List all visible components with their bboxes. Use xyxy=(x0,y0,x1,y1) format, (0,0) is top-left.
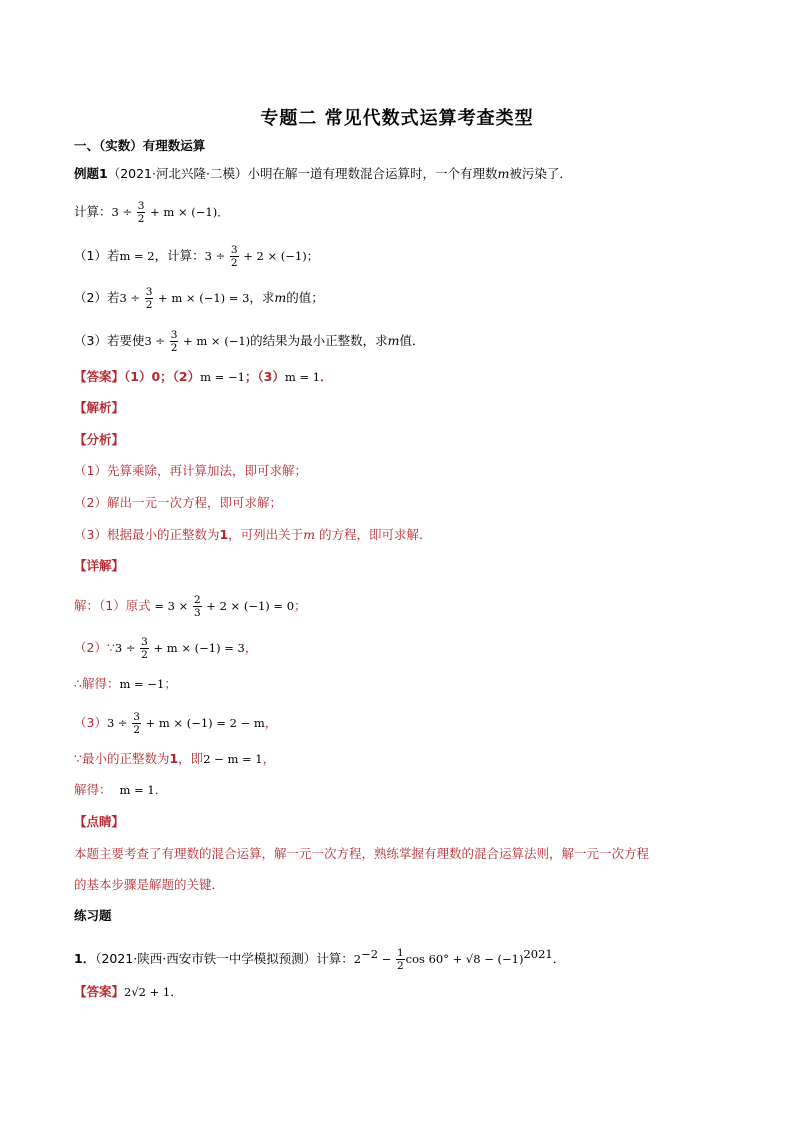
practice-expr-a-sup: −2 xyxy=(361,947,379,961)
calc-line xyxy=(74,200,229,225)
frac-num: 3 xyxy=(133,711,140,723)
frac-den: 2 xyxy=(170,342,178,354)
example-source: （2021·河北兴隆·二模） xyxy=(107,166,248,181)
frac-num: 3 xyxy=(145,286,153,298)
q2-expr-a: 3 ÷ xyxy=(119,291,144,305)
fenxi-l3-a: （3）根据最小的正整数为 xyxy=(74,527,220,542)
stem-end: 被污染了． xyxy=(509,166,572,181)
detail-l2-a: （2）∵ xyxy=(74,640,115,655)
comment-line-2: 的基本步骤是解题的关键． xyxy=(74,877,225,892)
frac-den: 3 xyxy=(193,607,201,619)
calc-fraction xyxy=(137,200,146,225)
q3-fraction xyxy=(170,329,179,354)
practice-expr-b: − xyxy=(378,952,395,967)
detail-l5-expr: 2 − m = 1 xyxy=(203,752,263,766)
practice-source: （2021·陕西·西安市铁一中学模拟预测） xyxy=(95,951,317,967)
answer-tag: 【答案】 xyxy=(74,369,125,384)
q1-expr-a: 3 ÷ xyxy=(204,249,229,263)
detail-l3-a: ∴解得： xyxy=(74,676,120,691)
q1-fraction xyxy=(230,244,239,269)
detail-l4-expr-a: 3 ÷ xyxy=(106,716,132,730)
detail-l1-expr-b: + 2 × (−1) = 0 xyxy=(202,599,295,613)
practice-prefix: 计算： xyxy=(316,951,354,967)
fenxi-l3-c: 的方程，即可求解． xyxy=(315,527,432,542)
detail-l5-a: ∵最小的正整数为 xyxy=(74,751,170,766)
q3-text-b: 的结果为最小正整数，求 xyxy=(250,333,388,348)
practice-end: ． xyxy=(552,951,566,967)
detail-line-5 xyxy=(74,749,275,769)
q2-var: m xyxy=(274,290,287,305)
q3-var: m xyxy=(387,333,400,348)
question-2 xyxy=(74,286,324,311)
practice-expr-a: 2 xyxy=(353,952,362,967)
detail-l1-fraction xyxy=(193,594,202,619)
answer-end: ． xyxy=(320,369,333,384)
detail-l5-end: ， xyxy=(262,751,276,766)
example-label: 例题1 xyxy=(74,166,108,181)
calc-expr-a: 3 ÷ xyxy=(111,205,136,219)
detail-tag: 【详解】 xyxy=(74,558,125,573)
practice-answer-tag: 【答案】 xyxy=(74,984,125,999)
practice-answer-end: ． xyxy=(170,984,183,999)
practice-fraction xyxy=(396,947,405,972)
q3-text: （3）若要使 xyxy=(74,333,145,348)
q3-expr-a: 3 ÷ xyxy=(144,334,169,348)
frac-den: 2 xyxy=(230,257,238,269)
answer-line xyxy=(74,367,333,387)
detail-l4-end: ， xyxy=(264,715,278,730)
q2-fraction xyxy=(145,286,154,311)
analysis-tag: 【解析】 xyxy=(74,400,125,415)
question-3 xyxy=(74,329,425,354)
calc-expr-b: + m × (−1)． xyxy=(146,205,229,219)
detail-l2-expr-b: + m × (−1) = 3 xyxy=(149,641,245,655)
frac-num: 3 xyxy=(137,200,145,212)
frac-den: 2 xyxy=(145,299,153,311)
fenxi-line-1: （1）先算乘除，再计算加法，即可求解； xyxy=(74,463,307,478)
q1-expr-b: + 2 × (−1)； xyxy=(239,249,319,263)
fenxi-l3-one: 1 xyxy=(219,527,229,542)
detail-l5-one: 1 xyxy=(169,751,179,766)
q3-expr-b: + m × (−1) xyxy=(179,334,251,348)
comment-tag: 【点睛】 xyxy=(74,814,125,829)
fenxi-tag: 【分析】 xyxy=(74,432,125,447)
detail-l1-end: ； xyxy=(294,598,307,613)
comment-line-1: 本题主要考查了有理数的混合运算，解一元一次方程，熟练掌握有理数的混合运算法则，解一元一次方程 xyxy=(74,846,650,861)
detail-line-4 xyxy=(74,711,277,736)
detail-l4-a: （3） xyxy=(74,715,107,730)
q2-text-c: 的值； xyxy=(286,290,324,305)
detail-l5-b: ，即 xyxy=(178,751,204,766)
detail-l6-end: ． xyxy=(154,782,168,797)
fenxi-l3-b: ，可列出关于 xyxy=(228,527,304,542)
detail-l3-expr: m = −1 xyxy=(119,677,165,691)
calc-prefix: 计算： xyxy=(74,204,112,219)
frac-num: 3 xyxy=(170,329,178,341)
detail-l2-fraction xyxy=(140,636,149,661)
practice-answer-expr: 2√2 + 1 xyxy=(124,985,171,999)
detail-line-3 xyxy=(74,674,177,694)
example-stem xyxy=(74,164,572,184)
section-heading: 一、（实数）有理数运算 xyxy=(74,138,206,153)
question-1 xyxy=(74,244,318,269)
practice-expr-c-sup: 2021 xyxy=(523,947,553,961)
frac-den: 2 xyxy=(141,649,148,661)
answer-val2: m = −1 xyxy=(200,370,245,384)
q2-text: （2）若 xyxy=(74,290,120,305)
practice-expr-c: cos 60° + √8 − (−1) xyxy=(405,952,524,967)
detail-l1-expr-a: = 3 × xyxy=(150,599,192,613)
detail-l6-expr: m = 1 xyxy=(119,783,155,797)
fenxi-l3-var: m xyxy=(303,527,316,542)
detail-l2-expr-a: 3 ÷ xyxy=(114,641,140,655)
frac-num: 2 xyxy=(193,594,201,606)
fenxi-line-3 xyxy=(74,525,432,545)
detail-l2-end: ， xyxy=(244,640,258,655)
detail-line-2 xyxy=(74,636,257,661)
q1-cond: m = 2 xyxy=(119,249,155,263)
practice-answer xyxy=(74,982,183,1002)
frac-num: 1 xyxy=(396,947,404,960)
q1-text: （1）若 xyxy=(74,248,120,263)
detail-l3-end: ； xyxy=(164,676,177,691)
answer-part3: ；（3） xyxy=(244,369,285,384)
detail-l1-a: 解：（1）原式 xyxy=(74,598,151,613)
q2-expr-b: + m × (−1) = 3 xyxy=(154,291,250,305)
frac-den: 2 xyxy=(137,213,145,225)
frac-num: 3 xyxy=(230,244,238,256)
practice-heading: 练习题 xyxy=(74,908,112,923)
frac-den: 2 xyxy=(396,960,404,973)
q1-text-b: ，计算： xyxy=(154,248,205,263)
detail-l4-expr-b: + m × (−1) = 2 − m xyxy=(141,716,265,730)
detail-l4-fraction xyxy=(132,711,141,736)
stem-text: 小明在解一道有理数混合运算时，一个有理数 xyxy=(247,166,498,181)
fenxi-line-2: （2）解出一元一次方程，即可求解； xyxy=(74,495,282,510)
detail-line-6 xyxy=(74,780,167,800)
q3-text-c: 值． xyxy=(399,333,425,348)
answer-val3: m = 1 xyxy=(284,370,321,384)
practice-label: 1． xyxy=(74,951,96,967)
frac-den: 2 xyxy=(133,724,140,736)
q2-text-b: ，求 xyxy=(249,290,275,305)
detail-l6-a: 解得： xyxy=(74,782,112,797)
frac-num: 3 xyxy=(141,636,148,648)
practice-question-1 xyxy=(74,944,565,972)
page-title: 专题二 常见代数式运算考查类型 xyxy=(260,108,534,129)
answer-part1: （1）0；（2） xyxy=(124,369,201,384)
stem-var: m xyxy=(497,166,510,181)
detail-line-1 xyxy=(74,594,307,619)
